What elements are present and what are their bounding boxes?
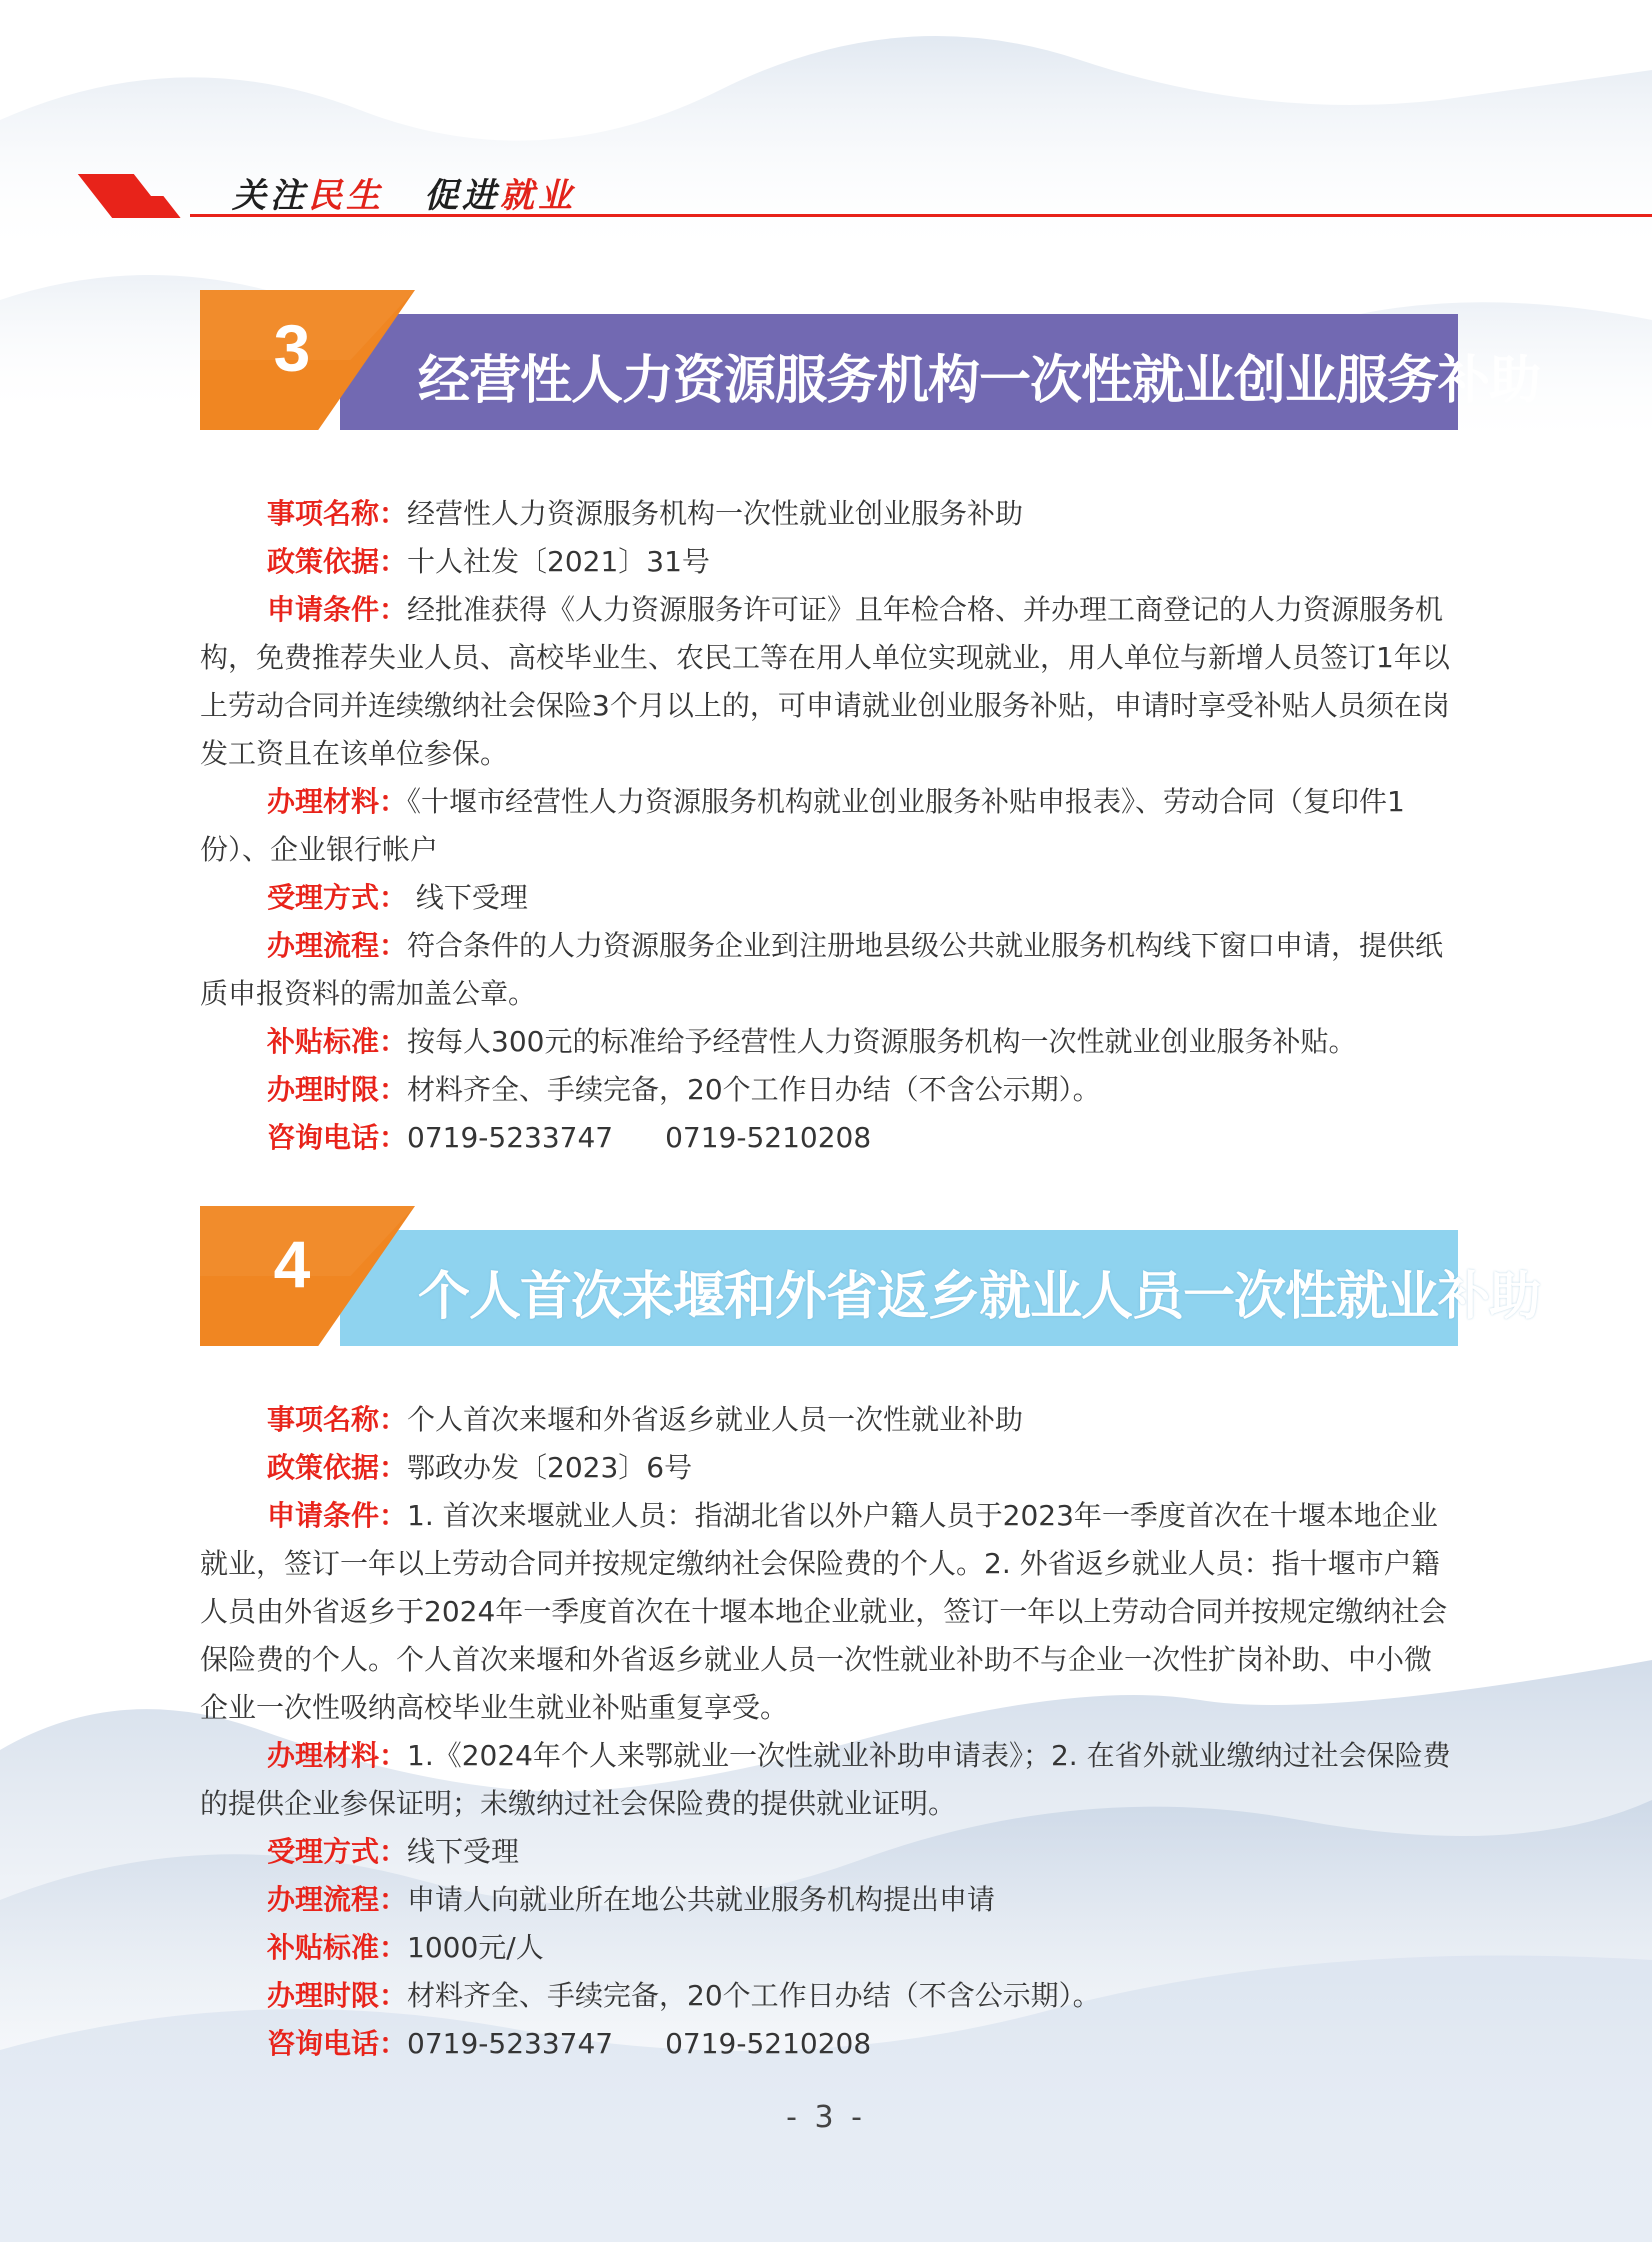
item-name xyxy=(200,1396,1458,1444)
item-label: 办理材料： xyxy=(267,1739,408,1772)
section-body xyxy=(200,1396,1458,2068)
item-value: 《十堰市经营性人力资源服务机构就业创业服务补贴申报表》、劳动合同（复印件1份）、企业银行帐户 xyxy=(200,785,1405,866)
item-value: 符合条件的人力资源服务企业到注册地县级公共就业服务机构线下窗口申请，提供纸质申报资料的需加盖公章。 xyxy=(200,929,1444,1010)
page-header xyxy=(0,150,1652,230)
item-value: 经营性人力资源服务机构一次性就业创业服务补助 xyxy=(407,497,1024,530)
item-basis xyxy=(200,538,1458,586)
section-banner xyxy=(200,290,1541,430)
item-materials xyxy=(200,778,1458,874)
item-basis xyxy=(200,1444,1458,1492)
item-name xyxy=(200,490,1458,538)
section-number: 3 xyxy=(273,311,311,385)
item-label: 受理方式： xyxy=(267,881,408,914)
item-conditions xyxy=(200,586,1458,778)
item-label: 办理时限： xyxy=(267,1979,408,2012)
item-method xyxy=(200,874,1458,922)
item-time xyxy=(200,1066,1458,1114)
item-conditions xyxy=(200,1492,1458,1732)
item-label: 补贴标准： xyxy=(267,1931,408,1964)
item-value: 线下受理 xyxy=(407,1835,520,1868)
section-banner xyxy=(200,1206,1541,1346)
item-label: 事项名称： xyxy=(267,497,408,530)
item-value: 经批准获得《人力资源服务许可证》且年检合格、并办理工商登记的人力资源服务机构，免费推荐失业人员、高校毕业生、农民工等在用人单位实现就业，用人单位与新增人员签订1年以上劳动合同并连续缴纳社会保险3个月以上的，可申请就业创业服务补贴，申请时享受补贴人员须在岗发工资且在该单位参保。 xyxy=(200,593,1450,770)
item-value: 线下受理 xyxy=(415,881,528,914)
slogan-text: 促进 xyxy=(424,176,500,216)
item-label: 办理时限： xyxy=(267,1073,408,1106)
item-label: 咨询电话： xyxy=(267,2027,408,2060)
phone-number: 0719-5210208 xyxy=(665,1121,872,1154)
header-slogan xyxy=(232,168,576,217)
item-label: 办理流程： xyxy=(267,1883,408,1916)
item-standard xyxy=(200,1018,1458,1066)
item-value: 按每人300元的标准给予经营性人力资源服务机构一次性就业创业服务补贴。 xyxy=(407,1025,1357,1058)
item-value: 个人首次来堰和外省返乡就业人员一次性就业补助 xyxy=(407,1403,1024,1436)
item-label: 办理材料： xyxy=(267,785,408,818)
item-value: 申请人向就业所在地公共就业服务机构提出申请 xyxy=(407,1883,996,1916)
item-label: 政策依据： xyxy=(267,545,408,578)
item-phone xyxy=(200,1114,1458,1162)
item-value: 鄂政办发〔2023〕6号 xyxy=(407,1451,693,1484)
slogan-text-red: 就业 xyxy=(500,176,576,216)
page-number: - 3 - xyxy=(786,2100,866,2135)
item-label: 受理方式： xyxy=(267,1835,408,1868)
slogan-text: 关注 xyxy=(232,176,308,216)
slogan-text-red: 民生 xyxy=(308,176,384,216)
item-label: 申请条件： xyxy=(267,593,408,626)
section-title: 个人首次来堰和外省返乡就业人员一次性就业补助 xyxy=(418,1267,1541,1327)
item-label: 补贴标准： xyxy=(267,1025,408,1058)
item-label: 咨询电话： xyxy=(267,1121,408,1154)
phone-number: 0719-5210208 xyxy=(665,2027,872,2060)
section-body xyxy=(200,490,1458,1162)
item-value: 材料齐全、手续完备，20个工作日办结（不含公示期）。 xyxy=(407,1073,1101,1106)
item-value: 1.《2024年个人来鄂就业一次性就业补助申请表》；2. 在省外就业缴纳过社会保险费的提供企业参保证明；未缴纳过社会保险费的提供就业证明。 xyxy=(200,1739,1451,1820)
phone-number: 0719-5233747 xyxy=(407,1121,614,1154)
item-value: 材料齐全、手续完备，20个工作日办结（不含公示期）。 xyxy=(407,1979,1101,2012)
item-label: 政策依据： xyxy=(267,1451,408,1484)
phone-number: 0719-5233747 xyxy=(407,2027,614,2060)
item-label: 申请条件： xyxy=(267,1499,408,1532)
section-title: 经营性人力资源服务机构一次性就业创业服务补助 xyxy=(418,351,1541,411)
item-value: 1000元/人 xyxy=(407,1931,544,1964)
item-phone xyxy=(200,2020,1458,2068)
section-number: 4 xyxy=(273,1227,311,1301)
item-process xyxy=(200,922,1458,1018)
item-process xyxy=(200,1876,1458,1924)
item-materials xyxy=(200,1732,1458,1828)
item-label: 办理流程： xyxy=(267,929,408,962)
item-value: 十人社发〔2021〕31号 xyxy=(407,545,710,578)
item-time xyxy=(200,1972,1458,2020)
item-value: 1. 首次来堰就业人员：指湖北省以外户籍人员于2023年一季度首次在十堰本地企业就业，签订一年以上劳动合同并按规定缴纳社会保险费的个人。2. 外省返乡就业人员：指十堰市户籍人员由外省返乡于2024年一季度首次在十堰本地企业就业，签订一年以上劳动合同并按规定缴纳社会保险费的个人。个人首次来堰和外省返乡就业人员一次性就业补助不与企业一次性扩岗补助、中小微企业一次性吸纳高校毕业生就业补贴重复享受。 xyxy=(200,1499,1448,1724)
item-standard xyxy=(200,1924,1458,1972)
item-label: 事项名称： xyxy=(267,1403,408,1436)
item-method xyxy=(200,1828,1458,1876)
